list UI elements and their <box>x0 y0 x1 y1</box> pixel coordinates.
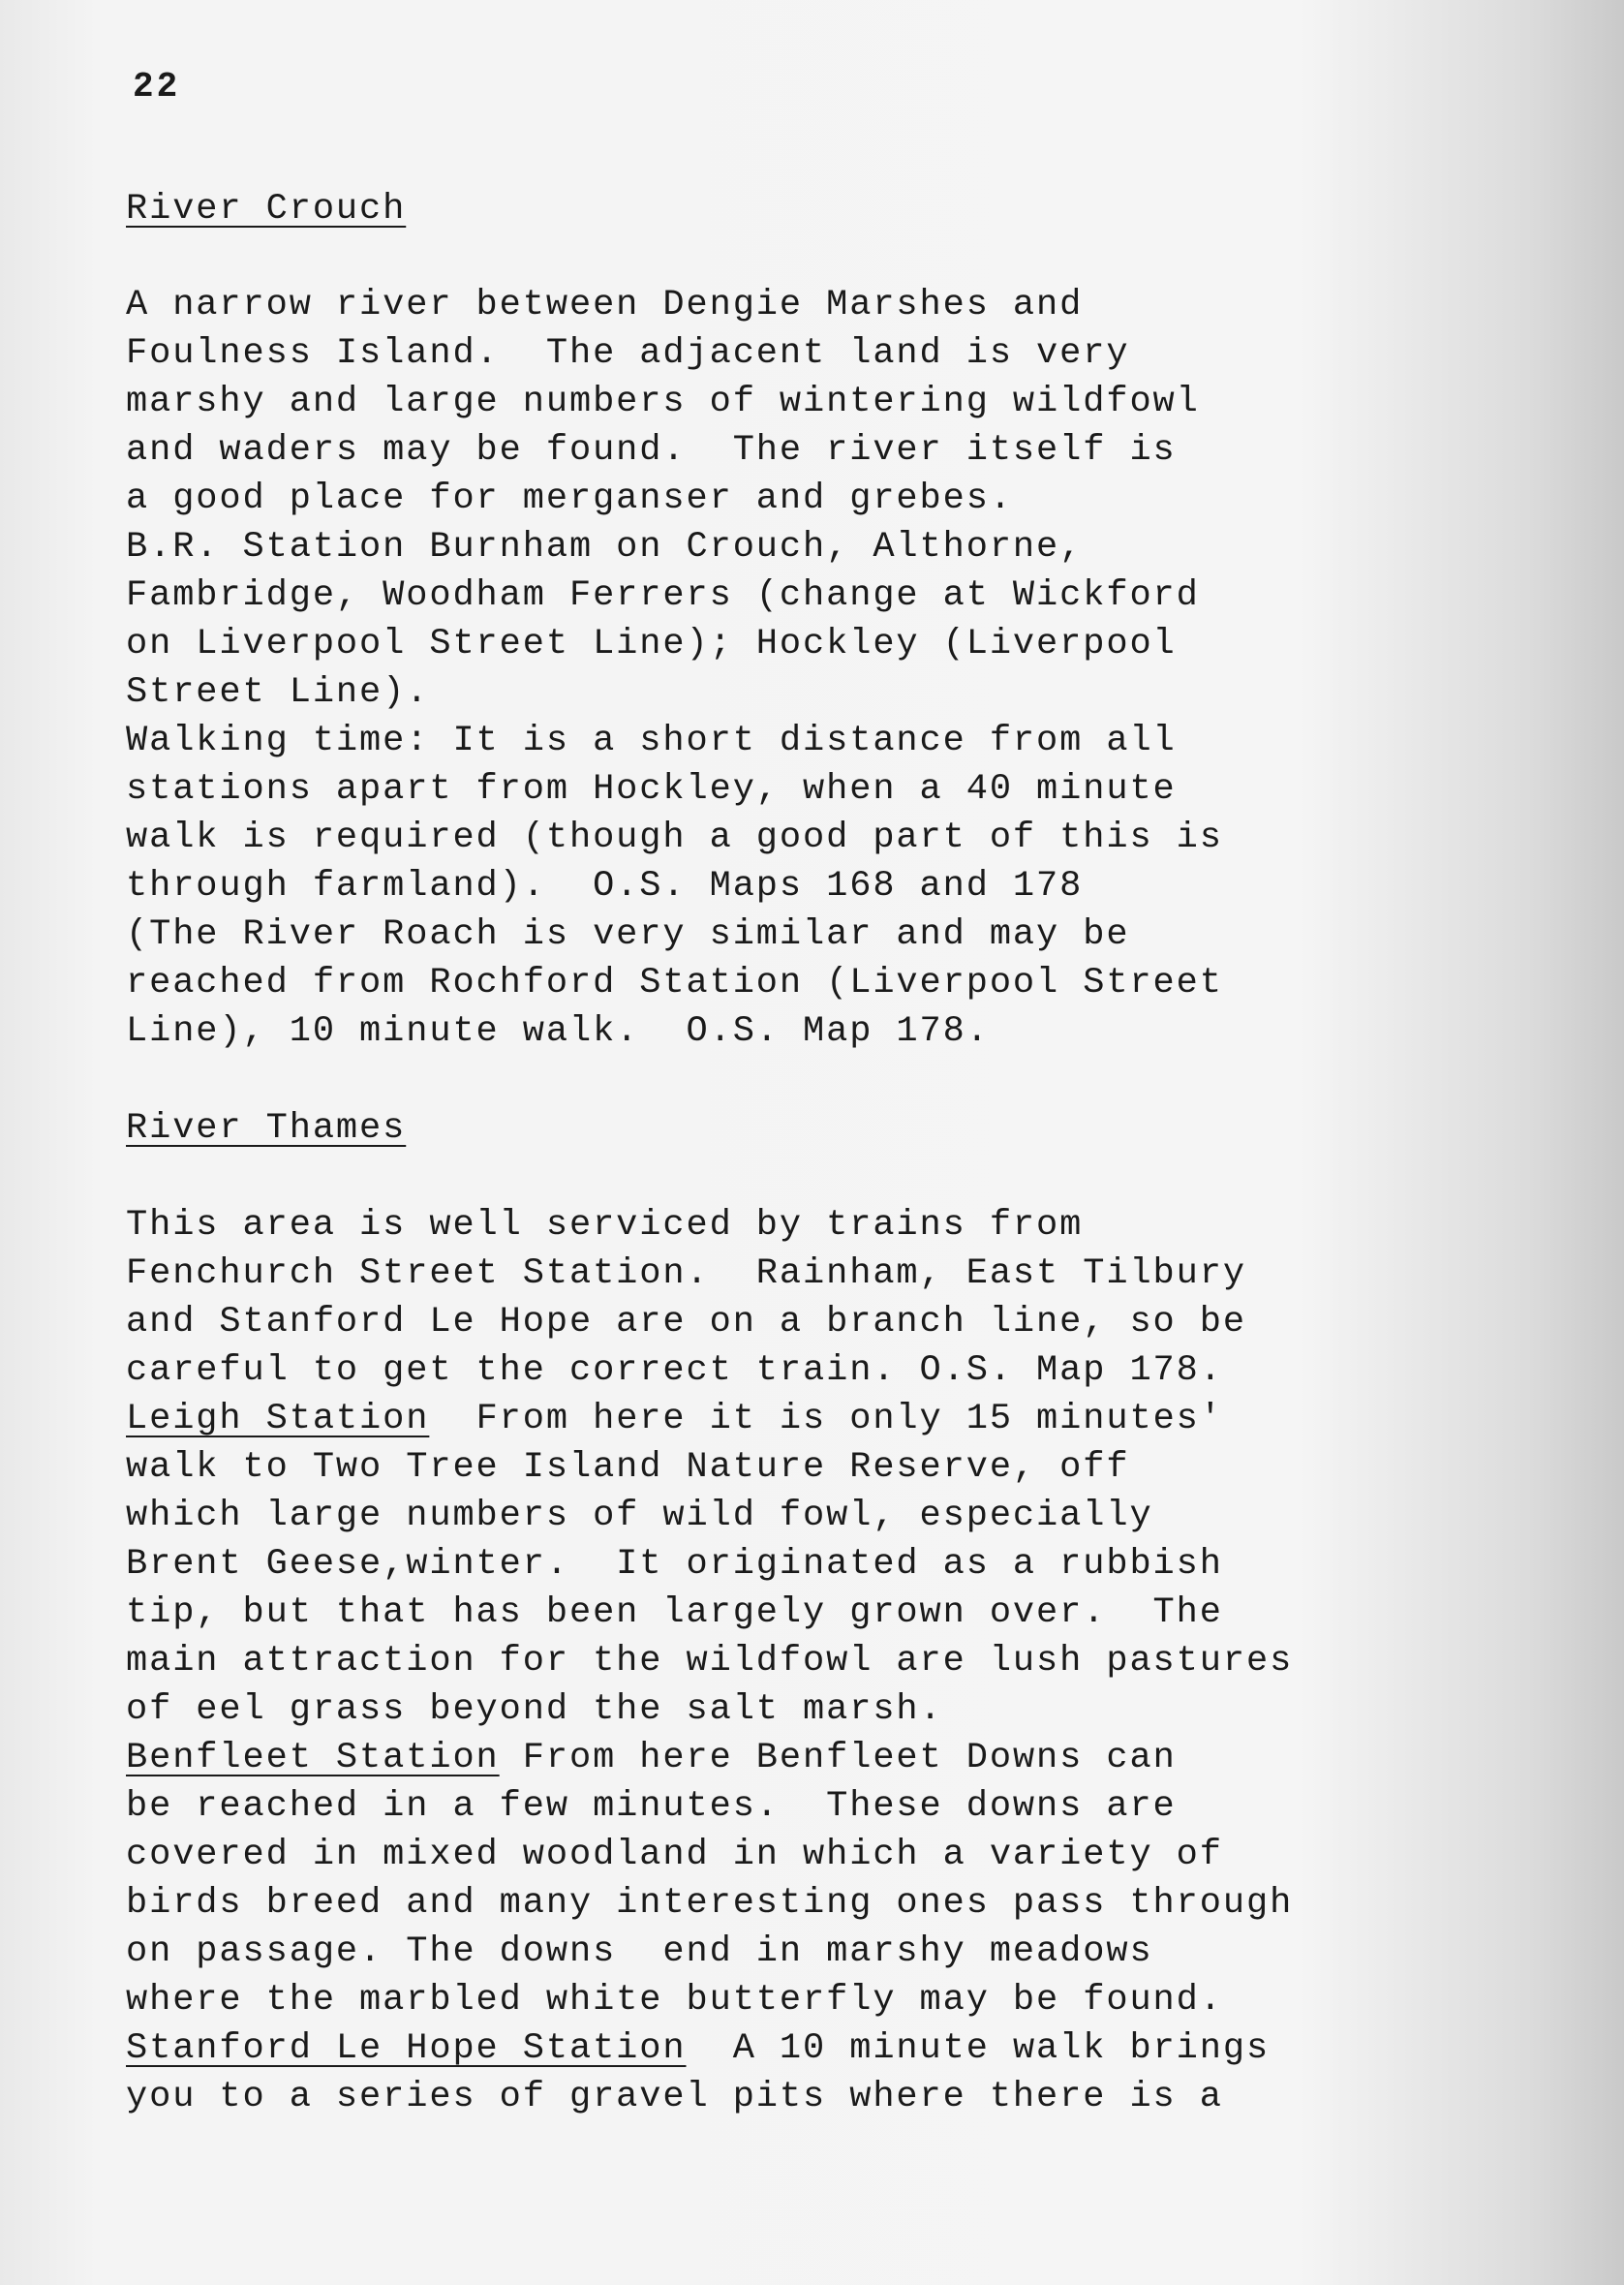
station-text: From here Benfleet Downs can <box>499 1738 1177 1778</box>
station-text: From here it is only 15 minutes' <box>429 1399 1223 1439</box>
station-name-stanford: Stanford Le Hope Station <box>126 2028 687 2069</box>
text-line: you to a series of gravel pits where there is a <box>126 2077 1223 2117</box>
text-line <box>126 1395 1223 1443</box>
text-line: This area is well serviced by trains from <box>126 1205 1084 1246</box>
text-line: Line), 10 minute walk. O.S. Map 178. <box>126 1011 990 1052</box>
text-line: and Stanford Le Hope are on a branch line, so be <box>126 1302 1246 1343</box>
text-line: which large numbers of wild fowl, especially <box>126 1496 1153 1536</box>
text-line: (The River Roach is very similar and may be <box>126 914 1130 955</box>
text-line: on Liverpool Street Line); Hockley (Liverpool <box>126 624 1177 664</box>
text-line: where the marbled white butterfly may be found. <box>126 1980 1223 2021</box>
text-line: Foulness Island. The adjacent land is very <box>126 333 1130 374</box>
text-line: Fambridge, Woodham Ferrers (change at Wickford <box>126 575 1200 616</box>
text-line: of eel grass beyond the salt marsh. <box>126 1689 943 1730</box>
station-name-benfleet: Benfleet Station <box>126 1738 500 1778</box>
text-line: careful to get the correct train. O.S. Map 178. <box>126 1350 1223 1391</box>
text-line: A narrow river between Dengie Marshes and <box>126 285 1084 325</box>
text-line: and waders may be found. The river itself is <box>126 430 1177 471</box>
section-heading-river-thames: River Thames <box>126 1108 407 1149</box>
text-line: Brent Geese,winter. It originated as a rubbish <box>126 1544 1223 1585</box>
text-line <box>126 1734 1177 1782</box>
section-heading-river-crouch: River Crouch <box>126 189 407 230</box>
text-line: a good place for merganser and grebes. <box>126 479 1013 519</box>
text-line: tip, but that has been largely grown over. The <box>126 1592 1223 1633</box>
text-line: B.R. Station Burnham on Crouch, Althorne, <box>126 527 1084 568</box>
text-line: walk is required (though a good part of this is <box>126 818 1223 858</box>
text-line: on passage. The downs end in marshy meadows <box>126 1931 1153 1972</box>
text-line: marshy and large numbers of wintering wildfowl <box>126 382 1200 422</box>
text-line: stations apart from Hockley, when a 40 minute <box>126 769 1177 810</box>
station-name-leigh: Leigh Station <box>126 1399 430 1439</box>
text-line: Street Line). <box>126 672 430 713</box>
text-line: through farmland). O.S. Maps 168 and 178 <box>126 866 1084 907</box>
text-line <box>126 2024 1270 2073</box>
text-line: Walking time: It is a short distance from all <box>126 721 1177 761</box>
text-line: Fenchurch Street Station. Rainham, East Tilbury <box>126 1253 1246 1294</box>
station-text: A 10 minute walk brings <box>686 2028 1271 2069</box>
text-line: walk to Two Tree Island Nature Reserve, off <box>126 1447 1130 1488</box>
text-line: main attraction for the wildfowl are lush pastures <box>126 1641 1294 1682</box>
text-line: be reached in a few minutes. These downs are <box>126 1786 1177 1827</box>
text-line: covered in mixed woodland in which a variety of <box>126 1835 1223 1875</box>
text-line: birds breed and many interesting ones pass through <box>126 1883 1294 1924</box>
text-line: reached from Rochford Station (Liverpool Street <box>126 963 1223 1004</box>
page-number: 22 <box>133 67 181 107</box>
